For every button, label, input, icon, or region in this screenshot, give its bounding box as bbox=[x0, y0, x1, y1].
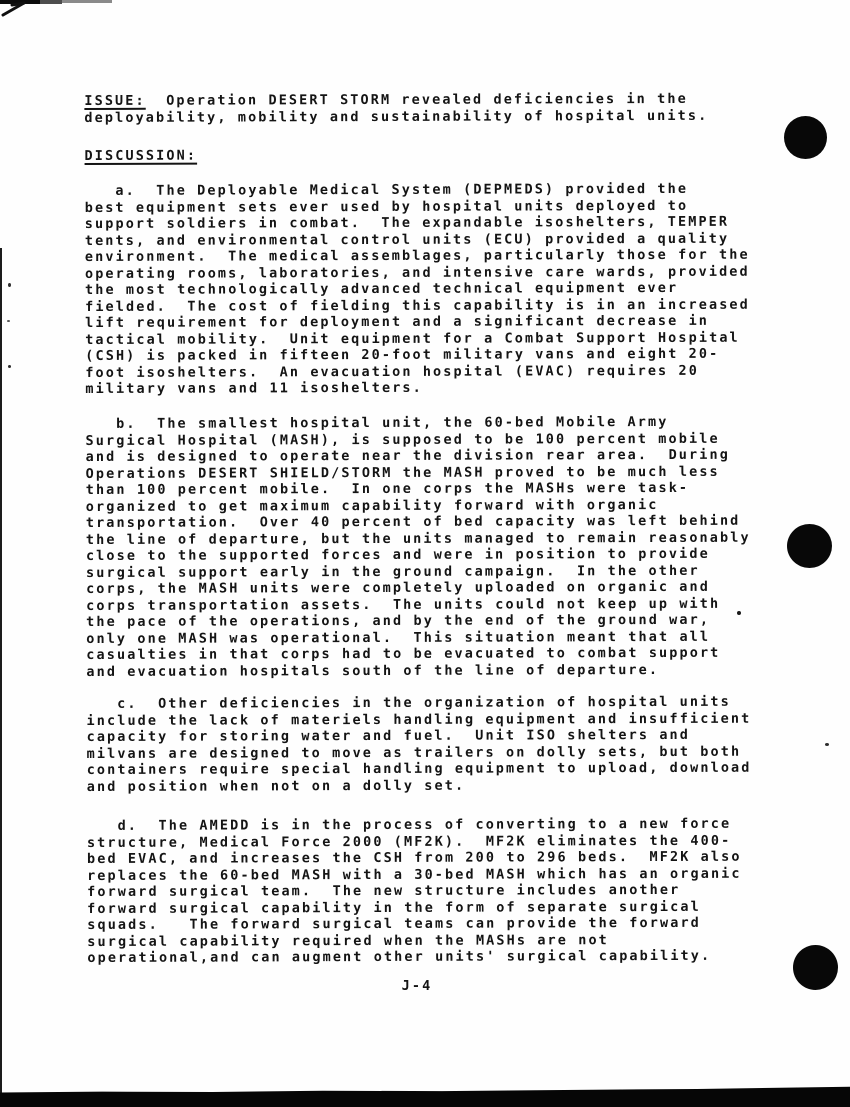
text-line: Operations DESERT SHIELD/STORM the MASH proved to be much less bbox=[85, 463, 720, 482]
text-line: Surgical Hospital (MASH), is supposed to be 100 percent mobile bbox=[85, 430, 720, 449]
text-line: ISSUE: Operation DESERT STORM revealed deficiencies in the bbox=[84, 90, 688, 109]
paragraph-a bbox=[85, 181, 751, 398]
scan-speck bbox=[7, 320, 10, 322]
text-line: foot isoshelters. An evacuation hospital (EVAC) requires 20 bbox=[85, 362, 699, 381]
text-line: transportation. Over 40 percent of bed capacity was left behind bbox=[85, 512, 741, 531]
text-line: best equipment sets ever used by hospital units deployed to bbox=[84, 197, 689, 216]
text-line: only one MASH was operational. This situation meant that all bbox=[86, 628, 711, 647]
text-line: and evacuation hospitals south of the line of departure. bbox=[86, 661, 660, 680]
text-line: fielded. The cost of fielding this capability is in an increased bbox=[85, 296, 750, 315]
corner-pen-mark bbox=[0, 0, 40, 22]
text-line: support soldiers in combat. The expandable isoshelters, TEMPER bbox=[84, 213, 730, 232]
text-line: structure, Medical Force 2000 (MF2K). MF2K eliminates the 400- bbox=[86, 832, 732, 851]
punch-hole-mark-3 bbox=[793, 945, 838, 990]
text-line: bed EVAC, and increases the CSH from 200 to 296 beds. MF2K also bbox=[86, 848, 742, 867]
text-line: forward surgical team. The new structure includes another bbox=[87, 881, 681, 900]
text-line: casualties in that corps had to be evacuated to combat support bbox=[86, 644, 721, 663]
text-line: deployability, mobility and sustainability of hospital units. bbox=[84, 107, 709, 126]
text-line: milvans are designed to move as trailers on dolly sets, but both bbox=[86, 743, 742, 762]
scan-speck bbox=[825, 743, 829, 746]
text-line: lift requirement for deployment and a significant decrease in bbox=[85, 312, 710, 331]
text-line: than 100 percent mobile. In one corps the MASHs were task- bbox=[85, 479, 690, 498]
scan-speck bbox=[8, 283, 11, 287]
punch-hole-mark-2 bbox=[787, 524, 832, 568]
text-line: the line of departure, but the units managed to remain reasonably bbox=[85, 529, 751, 548]
text-line: capacity for storing water and fuel. Unit ISO shelters and bbox=[86, 726, 691, 745]
document-body bbox=[84, 0, 800, 1040]
text-line: and is designed to operate near the division rear area. During bbox=[85, 446, 730, 465]
scan-edge-artifact-top-dark-gray bbox=[40, 0, 62, 4]
text-line: environment. The medical assemblages, particularly those for the bbox=[84, 246, 750, 265]
scan-speck bbox=[8, 365, 11, 368]
text-line: include the lack of materiels handling equipment and insufficient bbox=[86, 710, 752, 729]
paragraph-c bbox=[86, 694, 751, 795]
punch-hole-mark-1 bbox=[784, 116, 827, 159]
text-line: c. Other deficiencies in the organization of hospital units bbox=[86, 693, 731, 712]
text-line: corps transportation assets. The units could not keep up with bbox=[86, 595, 721, 614]
text-line: b. The smallest hospital unit, the 60-bed Mobile Army bbox=[85, 413, 669, 432]
page-number: J-4 bbox=[401, 978, 433, 994]
text-line: close to the supported forces and were in position to provide bbox=[85, 545, 710, 564]
text-line: d. The AMEDD is in the process of converting to a new force bbox=[86, 815, 732, 834]
text-line: surgical capability required when the MASHs are not bbox=[87, 931, 609, 950]
paragraph-discussion bbox=[85, 148, 198, 165]
text-line: the pace of the operations, and by the end of the ground war, bbox=[86, 611, 711, 630]
paragraph-d bbox=[87, 816, 742, 967]
paragraph-issue bbox=[84, 91, 708, 126]
text-line: the most technologically advanced technical equipment ever bbox=[84, 279, 679, 298]
text-line: organized to get maximum capability forward with organic bbox=[85, 496, 659, 515]
heading-issue: ISSUE: bbox=[84, 92, 146, 109]
text-line: a. The Deployable Medical System (DEPMEDS) provided the bbox=[84, 180, 689, 199]
text-line: containers require special handling equipment to upload, download bbox=[86, 759, 752, 778]
text-line: (CSH) is packed in fifteen 20-foot military vans and eight 20- bbox=[85, 345, 720, 364]
text-line: forward surgical capability in the form of separate surgical bbox=[87, 898, 701, 917]
text-line: military vans and 11 isoshelters. bbox=[85, 379, 423, 397]
text-line: tents, and environmental control units (ECU) provided a quality bbox=[84, 230, 730, 249]
text-line: operating rooms, laboratories, and intensive care wards, provided bbox=[84, 263, 750, 282]
scan-edge-artifact-left bbox=[0, 248, 2, 1093]
text-line: replaces the 60-bed MASH with a 30-bed MASH which has an organic bbox=[87, 865, 742, 884]
text-line: and position when not on a dolly set. bbox=[86, 777, 466, 795]
text-line: corps, the MASH units were completely uploaded on organic and bbox=[86, 578, 710, 597]
text-line bbox=[85, 148, 198, 165]
scan-edge-artifact-bottom bbox=[0, 1085, 850, 1107]
text-line: tactical mobility. Unit equipment for a Combat Support Hospital bbox=[85, 329, 740, 348]
text-line: surgical support early in the ground campaign. In the other bbox=[85, 562, 700, 581]
text-line: squads. The forward surgical teams can provide the forward bbox=[87, 914, 701, 933]
heading-discussion: DISCUSSION: bbox=[84, 147, 198, 164]
text-line: operational,and can augment other units' surgical capability. bbox=[87, 947, 712, 966]
paragraph-b bbox=[85, 414, 751, 680]
